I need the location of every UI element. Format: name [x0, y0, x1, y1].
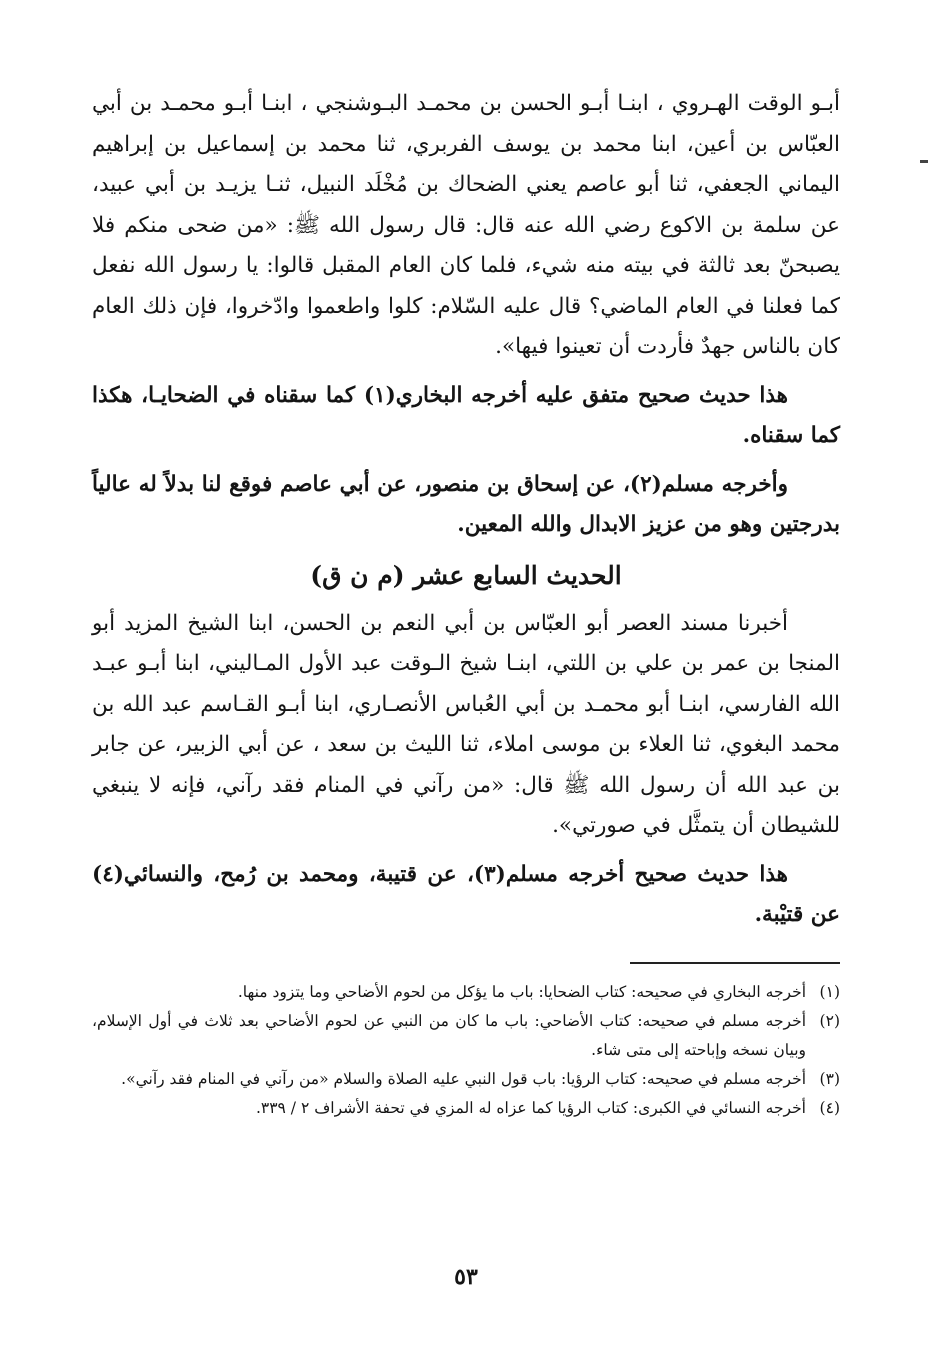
- footnote-text: أخرجه مسلم في صحيحه: كتاب الرؤيا: باب قول النبي عليه الصلاة والسلام «من رآني في المنام فقد رآني».: [121, 1069, 806, 1088]
- footnote: [92, 978, 840, 1007]
- footnote: [92, 1094, 840, 1123]
- paragraph-takhrij-muslim: وأخرجه مسلم(٢)، عن إسحاق بن منصور، عن أبي عاصم فوقع لنا بدلاً له عالياً بدرجتين وهو من عزيز الابدال والله المعين.: [92, 471, 840, 537]
- footnote-number: (٢): [819, 1011, 840, 1030]
- footnote-number: (١): [819, 982, 840, 1001]
- footnote-number: (٤): [819, 1098, 840, 1117]
- footnote-separator: [630, 962, 840, 964]
- footnote-text: أخرجه البخاري في صحيحه: كتاب الضحايا: باب ما يؤكل من لحوم الأضاحي وما يتزود منها.: [237, 982, 806, 1001]
- section-title: الحديث السابع عشر (م ن ق): [310, 560, 622, 590]
- footnote-text: أخرجه النسائي في الكبرى: كتاب الرؤيا كما عزاه له المزي في تحفة الأشراف ٢ / ٣٣٩.: [255, 1098, 806, 1117]
- paragraph-takhrij-17: هذا حديث صحيح أخرجه مسلم(٣)، عن قتيبة، ومحمد بن رُمح، والنسائي(٤) عن قتيْبة.: [92, 861, 840, 927]
- paragraph-isnad: أبـو الوقت الهـروي ، ابنـا أبـو الحسن بن محمـد البـوشنجي ، ابنـا أبـو محمـد بن أبي العبّاس بن أعين، ابنا محمد بن يوسف الفربري، ثنا محمد بن إسماعيل بن إبراهيم اليماني الجعفي، ثنا أبو عاصم يعني الضحاك بن مُخْلَد النبيل، ثنـا يزيـد بن أبي عبيد، عن سلمة بن الاكوع رضي الله عنه قال: قال رسول الله ﷺ: «من ضحى منكم فلا يصبحنّ بعد ثالثة في بيته منه شيء، فلما كان العام المقبل قالوا: يا رسول الله نفعل كما فعلنا في العام الماضي؟ قال عليه السّلام: كلوا واطعموا وادّخروا، فإن ذلك العام كان بالناس جهدٌ فأردت أن تعينوا فيها».: [92, 91, 840, 359]
- main-text: [92, 84, 840, 1123]
- paragraph-takhrij-bukhari: هذا حديث صحيح متفق عليه أخرجه البخاري(١) كما سقناه في الضحايـا، هكذا كما سقناه.: [92, 382, 840, 448]
- footnote: [92, 1065, 840, 1094]
- page-number: ٥٣: [454, 1264, 478, 1290]
- footnote-text: أخرجه مسلم في صحيحه: كتاب الأضاحي: باب ما كان من النبي عن لحوم الأضاحي بعد ثلاث في أول الإسلام، وبيان نسخه وإباحته إلى متى شاء.: [92, 1011, 806, 1059]
- paragraph-hadith-17: أخبرنا مسند العصر أبو العبّاس بن أبي النعم بن الحسن، ابنا الشيخ المزيد أبو المنجا بن عمر بن علي بن اللتي، ابنـا شيخ الـوقت عبد الأول المـاليني، ابنا أبـو عبـد الله الفارسي، ابنـا أبو محمـد بن أبي العُباس الأنصـاري، ابنا أبـو القـاسم عبد الله بن محمد البغوي، ثنا العلاء بن موسى املاء، ثنا الليث بن سعد ، عن أبي الزبير، عن جابر بن عبد الله أن رسول الله ﷺ قال: «من رآني في المنام فقد رآني، فإنه لا ينبغي للشيطان أن يتمثَّل في صورتي».: [92, 610, 840, 838]
- scan-edge-mark: [920, 160, 928, 163]
- footnote: [92, 1007, 840, 1065]
- footnote-number: (٣): [819, 1069, 840, 1088]
- footnotes: [92, 978, 840, 1123]
